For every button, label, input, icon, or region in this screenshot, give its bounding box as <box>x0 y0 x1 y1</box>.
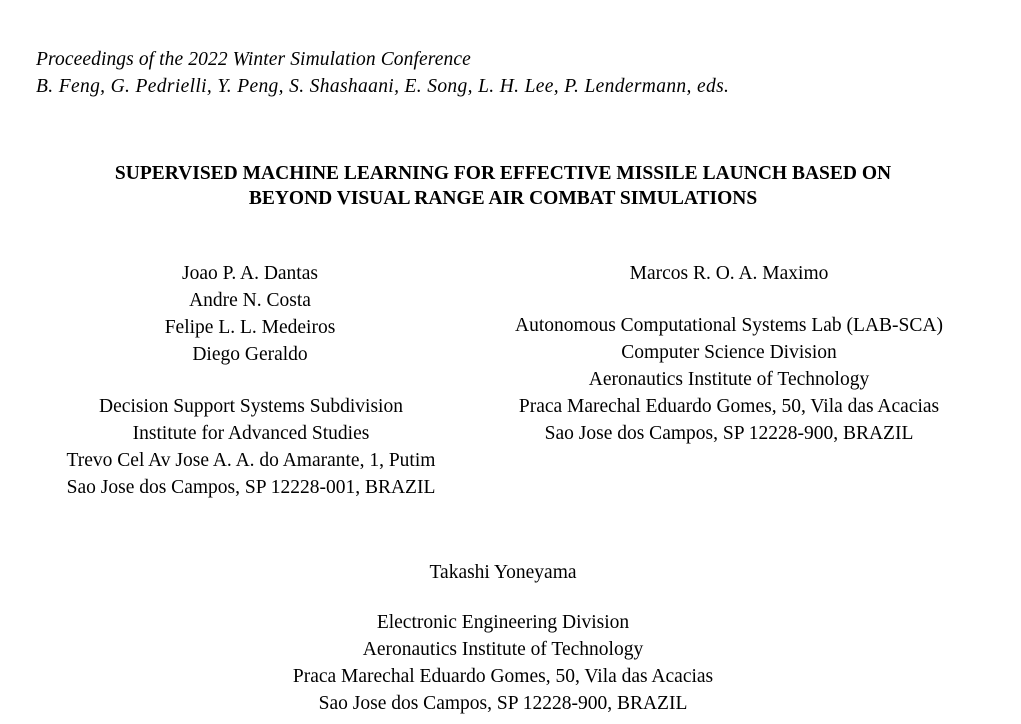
affiliation-line: Aeronautics Institute of Technology <box>588 369 870 390</box>
author-name: Felipe L. L. Medeiros <box>164 317 336 338</box>
affiliation-line: Aeronautics Institute of Technology <box>362 639 644 660</box>
left-authors <box>100 260 400 368</box>
proceedings-line: Proceedings of the 2022 Winter Simulation Conference <box>36 49 471 70</box>
center-authors <box>253 559 753 586</box>
left-affiliation <box>20 393 482 501</box>
author-name: Diego Geraldo <box>192 344 308 365</box>
paper-title-line-2: BEYOND VISUAL RANGE AIR COMBAT SIMULATIONS <box>248 188 758 209</box>
author-name: Andre N. Costa <box>189 290 311 311</box>
affiliation-line: Computer Science Division <box>621 342 837 363</box>
affiliation-line: Decision Support Systems Subdivision <box>99 396 403 417</box>
affiliation-line: Sao Jose dos Campos, SP 12228-900, BRAZIL <box>544 423 914 444</box>
author-name: Marcos R. O. A. Maximo <box>629 263 829 284</box>
affiliation-line: Electronic Engineering Division <box>376 612 630 633</box>
right-authors <box>479 260 979 287</box>
author-name: Takashi Yoneyama <box>429 562 577 583</box>
affiliation-line: Institute for Advanced Studies <box>132 423 370 444</box>
paper-title-line-1: SUPERVISED MACHINE LEARNING FOR EFFECTIVE MISSILE LAUNCH BASED ON <box>114 163 892 184</box>
affiliation-line: Trevo Cel Av Jose A. A. do Amarante, 1, Putim <box>66 450 436 471</box>
center-affiliation <box>253 609 753 717</box>
affiliation-line: Sao Jose dos Campos, SP 12228-900, BRAZIL <box>318 693 688 714</box>
affiliation-line: Autonomous Computational Systems Lab (LAB-SCA) <box>515 315 943 336</box>
affiliation-line: Sao Jose dos Campos, SP 12228-001, BRAZIL <box>66 477 436 498</box>
right-affiliation <box>479 312 979 447</box>
affiliation-line: Praca Marechal Eduardo Gomes, 50, Vila das Acacias <box>518 396 940 417</box>
editors-line: B. Feng, G. Pedrielli, Y. Peng, S. Shashaani, E. Song, L. H. Lee, P. Lendermann, eds. <box>36 76 730 97</box>
affiliation-line: Praca Marechal Eduardo Gomes, 50, Vila das Acacias <box>292 666 714 687</box>
author-name: Joao P. A. Dantas <box>182 263 318 284</box>
